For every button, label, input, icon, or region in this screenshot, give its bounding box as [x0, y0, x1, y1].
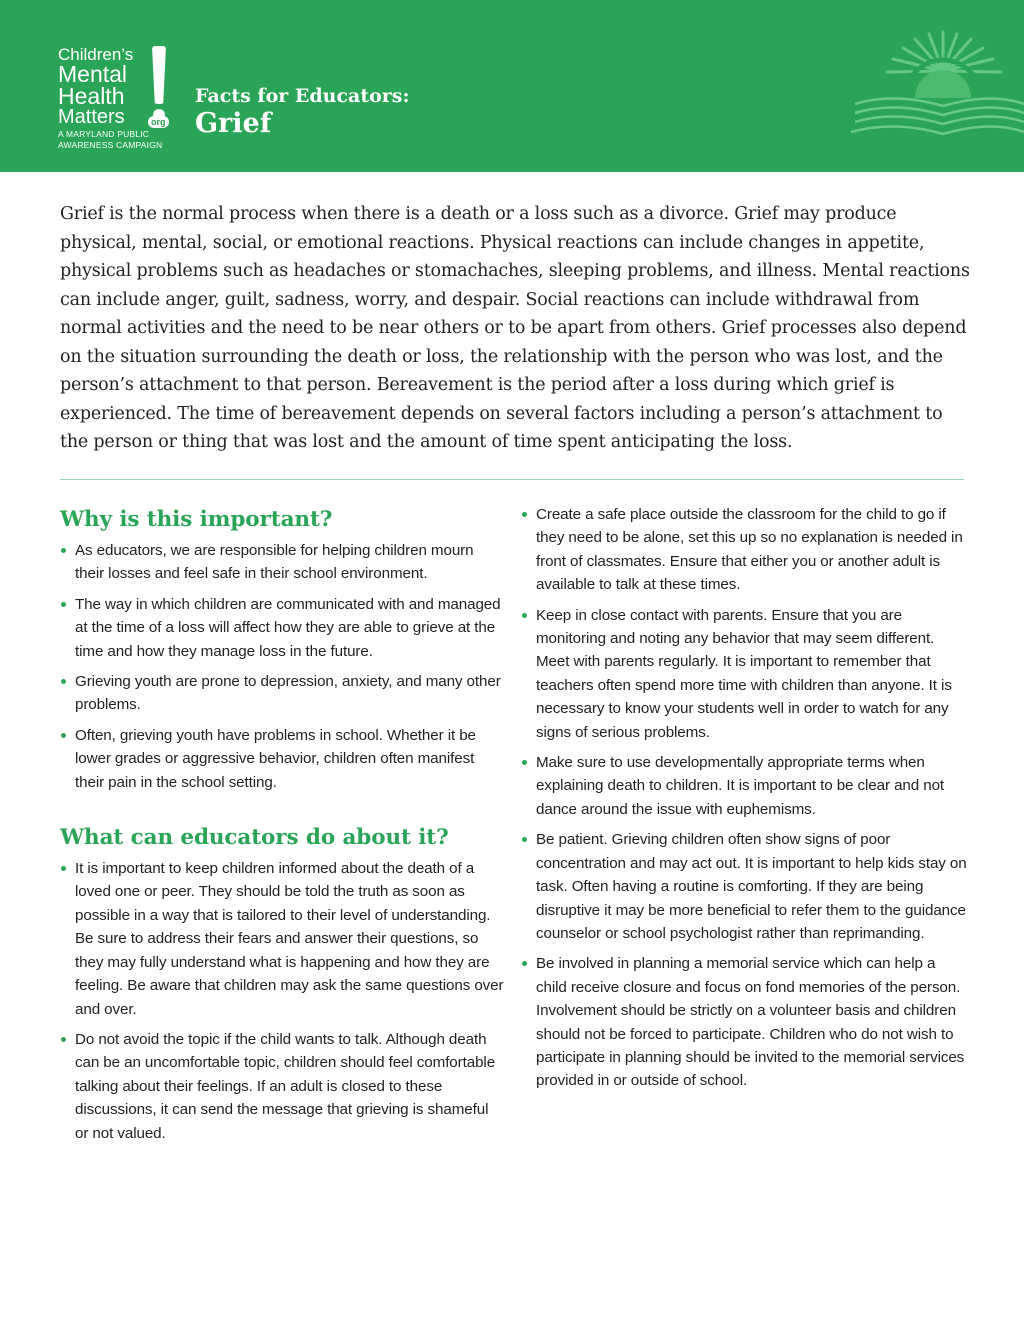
why-important-list: [60, 539, 505, 794]
logo-line-2: Mental: [58, 61, 128, 87]
why-important-heading: Why is this important?: [60, 507, 333, 532]
list-item: Be patient. Grieving children often show signs of poor concentration and may act out. It is important to help kids stay on task. Often having a routine is comforting. If they are being disruptive it may be more beneficial to refer them to the guidance counselor or school psychologist rather than reprimanding.: [521, 828, 967, 945]
sunrise-over-book-icon: [845, 26, 1024, 141]
list-item: Create a safe place outside the classroom for the child to go if they need to be alone, set this up so no explanation is needed in front of classmates. Ensure that either you or another adult is available to talk at these times.: [521, 503, 967, 597]
header-banner: [0, 0, 1024, 172]
list-item: Be involved in planning a memorial service which can help a child receive closure and focus on fond memories of the person. Involvement should be strictly on a volunteer basis and children should not be forced to participate. Children who do not wish to participate in planning should be invited to the memorial services provided in or outside of school.: [521, 952, 967, 1092]
exclamation-mark-icon: [152, 46, 166, 104]
list-item: Make sure to use developmentally appropriate terms when explaining death to children. It is important to be clear and not dance around the issue with euphemisms.: [521, 751, 967, 821]
what-educators-do-list-continued: [521, 503, 967, 1093]
list-item: Keep in close contact with parents. Ensure that you are monitoring and noting any behavior that may seem different. Meet with parents regularly. It is important to remember that teachers often spend more time with children than anyone. It is necessary to know your students well in order to watch for any signs of serious problems.: [521, 604, 967, 744]
list-item: The way in which children are communicated with and managed at the time of a loss will affect how they are able to grieve at the time and how they manage loss in the future.: [60, 593, 505, 663]
logo-line-4: Matters: [58, 106, 125, 128]
logo-tagline-2: AWARENESS CAMPAIGN: [58, 140, 163, 150]
childrens-mental-health-matters-logo[interactable]: [58, 46, 173, 156]
logo-line-1: Children’s: [58, 45, 134, 64]
left-column: [60, 505, 505, 1152]
page-supertitle: Facts for Educators:: [195, 85, 410, 107]
list-item: It is important to keep children informed about the death of a loved one or peer. They should be told the truth as soon as possible in a way that is tailored to their level of understanding. Be sure to address their fears and answer their questions, so they may fully understand what is happening and how they are feeling. Be aware that children may ask the same questions over and over.: [60, 857, 505, 1021]
intro-paragraph: Grief is the normal process when there is a death or a loss such as a divorce. Grief may produce physical, mental, social, or emotional reactions. Physical reactions can include changes in appetite, physical problems such as headaches or stomachaches, sleeping problems, and illness. Mental reactions can include anger, guilt, sadness, worry, and despair. Social reactions can include withdrawal from normal activities and the need to be near others or to be apart from others. Grief processes also depend on the situation surrounding the death or loss, the relationship with the person who was lost, and the person’s attachment to that person. Bereavement is the period after a loss during which grief is experienced. The time of bereavement depends on several factors including a person’s attachment to the person or thing that was lost and the amount of time spent anticipating the loss.: [60, 204, 970, 452]
list-item: Grieving youth are prone to depression, anxiety, and many other problems.: [60, 670, 505, 717]
list-item: Do not avoid the topic if the child wants to talk. Although death can be an uncomfortable topic, children should feel comfortable talking about their feelings. If an adult is closed to these discussions, it can send the message that grieving is shameful or not valued.: [60, 1028, 505, 1145]
logo-tagline-1: A MARYLAND PUBLIC: [58, 129, 150, 139]
list-item: As educators, we are responsible for helping children mourn their losses and feel safe in their school environment.: [60, 539, 505, 586]
what-educators-do-list: [60, 857, 505, 1145]
page-title: Grief: [195, 108, 272, 139]
logo-org-badge: org: [148, 116, 169, 128]
right-column: [521, 503, 967, 1100]
what-educators-do-heading: What can educators do about it?: [60, 825, 449, 851]
section-divider: [60, 479, 964, 480]
list-item: Often, grieving youth have problems in school. Whether it be lower grades or aggressive behavior, children often manifest their pain in the school setting.: [60, 724, 505, 794]
title-block: [195, 84, 410, 140]
logo-line-3: Health: [58, 83, 125, 109]
